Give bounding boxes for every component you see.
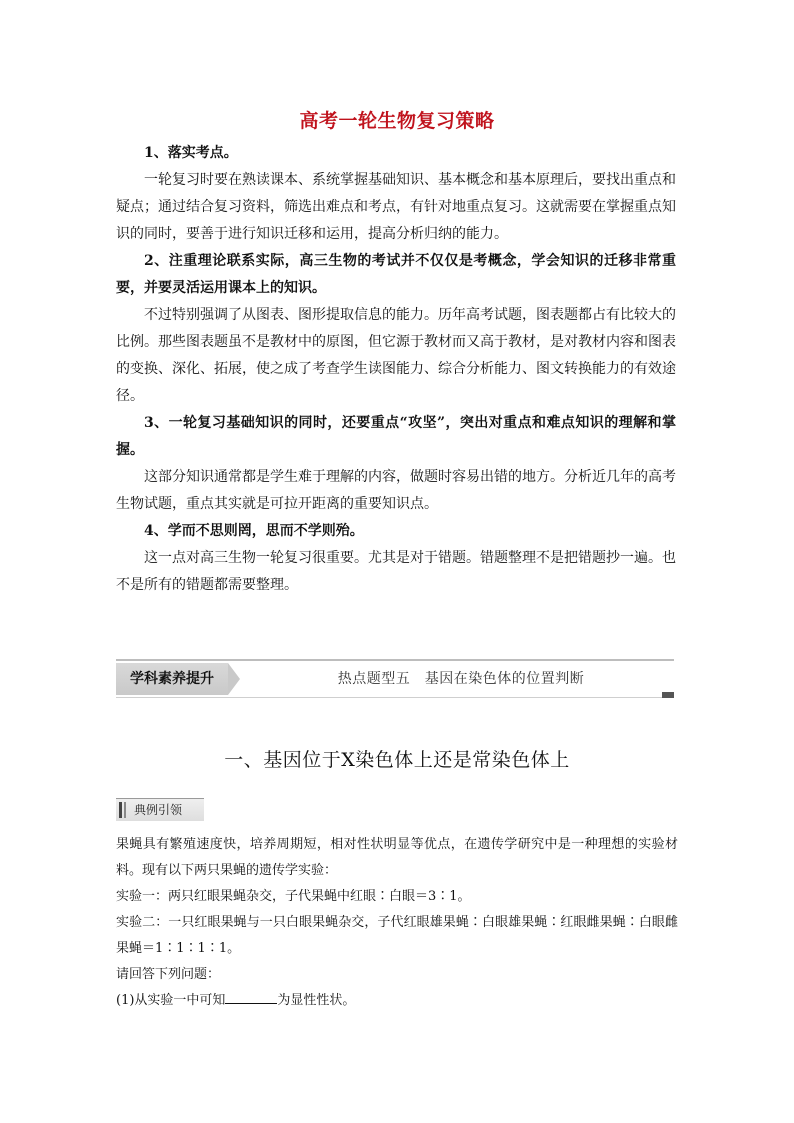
question-prompt: 请回答下列问题： [116, 967, 221, 982]
question-1 [116, 988, 678, 1014]
banner-bottom-rule [116, 697, 662, 698]
point-2-heading: 2、注重理论联系实际，高三生物的考试并不仅仅是考概念，学会知识的迁移非常重要，并要灵活运用课本上的知识。 [116, 253, 676, 296]
point-3-heading: 3、一轮复习基础知识的同时，还要重点“攻坚”，突出对重点和难点知识的理解和掌握。 [116, 415, 676, 458]
topic-banner [116, 659, 674, 699]
point-1-body: 一轮复习时要在熟读课本、系统掌握基础知识、基本概念和基本原理后，要找出重点和疑点；通过结合复习资料，筛选出难点和考点，有针对地重点复习。这就需要在掌握重点知识的同时，要善于进行知识迁移和运用，提高分析归纳的能力。 [116, 172, 676, 242]
example-label-text: 典例引领 [134, 803, 183, 817]
point-3-body: 这部分知识通常都是学生难于理解的内容，做题时容易出错的地方。分析近几年的高考生物试题，重点其实就是可拉开距离的重要知识点。 [116, 469, 676, 512]
banner-tag: 学科素养提升 [116, 663, 228, 695]
example-label [116, 798, 204, 821]
banner-end-mark [662, 692, 674, 698]
experiment-1: 实验一：两只红眼果蝇杂交，子代果蝇中红眼∶白眼＝3∶1。 [116, 889, 471, 904]
banner-arrow-shape [228, 663, 240, 695]
point-1-heading: 1、落实考点。 [144, 145, 238, 161]
banner-top-rule [116, 659, 674, 661]
experiment-2: 实验二：一只红眼果蝇与一只白眼果蝇杂交，子代红眼雄果蝇∶白眼雄果蝇∶红眼雌果蝇∶白眼雌果蝇＝1∶1∶1∶1。 [116, 915, 678, 956]
question-1-prefix: (1)从实验一中可知 [116, 993, 226, 1008]
example-label-bar-icon-secondary [124, 802, 126, 818]
example-question [116, 832, 678, 1014]
point-4-heading: 4、学而不思则罔，思而不学则殆。 [144, 523, 364, 539]
section-heading: 一、基因位于X染色体上还是常染色体上 [224, 749, 570, 771]
point-2-body: 不过特别强调了从图表、图形提取信息的能力。历年高考试题，图表题都占有比较大的比例。那些图表题虽不是教材中的原图，但它源于教材而又高于教材，是对教材内容和图表的变换、深化、拓展，使之成了考查学生读图能力、综合分析能力、图文转换能力的有效途径。 [116, 307, 676, 404]
point-4-body: 这一点对高三生物一轮复习很重要。尤其是对于错题。错题整理不是把错题抄一遍。也不是所有的错题都需要整理。 [116, 550, 676, 593]
example-label-bar-icon [119, 802, 122, 818]
document-title: 高考一轮生物复习策略 [299, 110, 495, 132]
question-1-suffix: 为显性性状。 [277, 993, 356, 1008]
strategy-section [116, 140, 676, 599]
question-intro: 果蝇具有繁殖速度快，培养周期短，相对性状明显等优点，在遗传学研究中是一种理想的实验材料。现有以下两只果蝇的遗传学实验： [116, 837, 678, 878]
answer-blank[interactable] [225, 989, 277, 1004]
banner-topic-text: 热点题型五 基因在染色体的位置判断 [337, 671, 585, 687]
